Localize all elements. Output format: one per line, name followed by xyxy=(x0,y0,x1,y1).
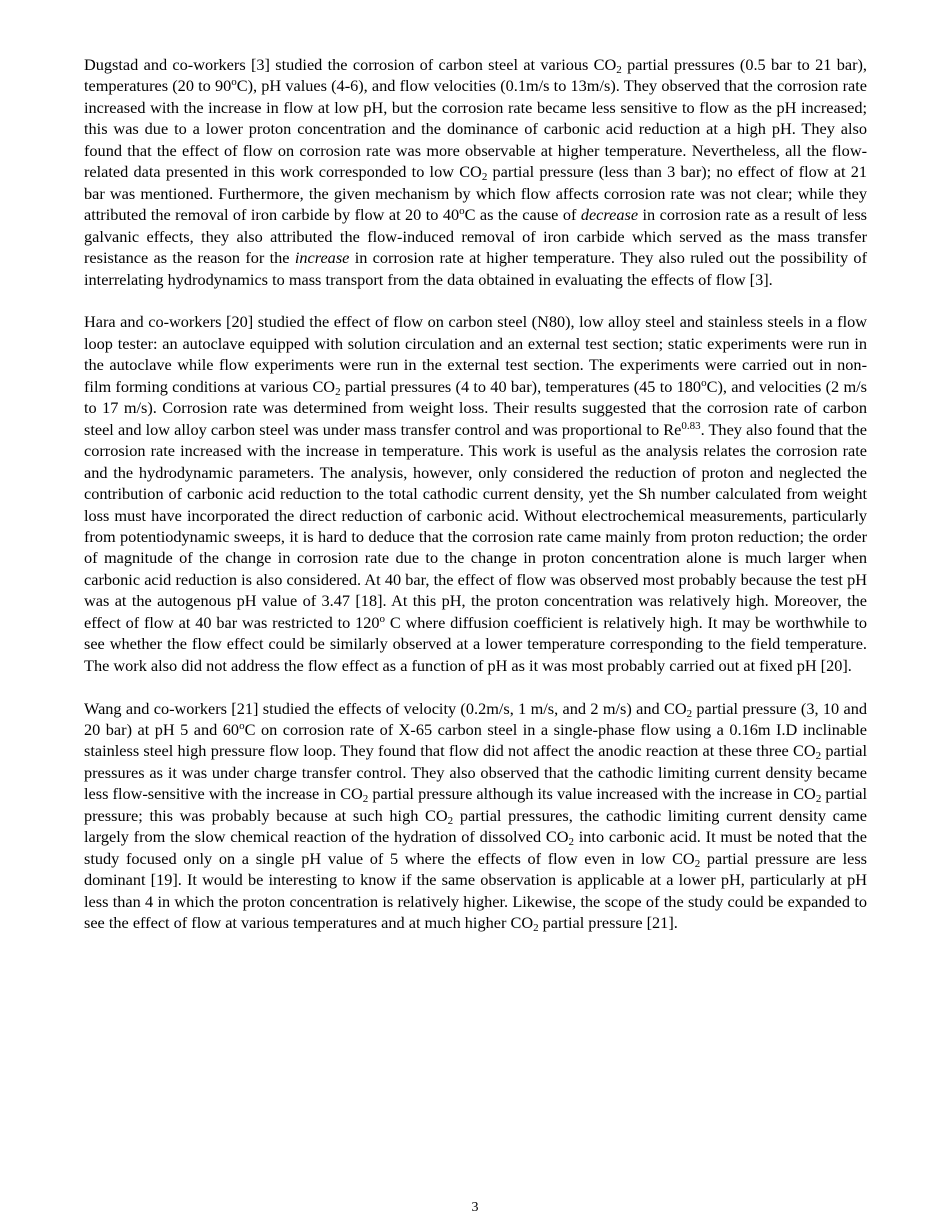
paragraph-dugstad: Dugstad and co-workers [3] studied the corrosion of carbon steel at various $CO_2$ partial pressures (0.5 bar to 21 bar), temperatures (20 to 90$^o$C), pH values (4-6), and flow velocities (0.1m/s to 13m/s). They observed that the corrosion rate increased with the increase in flow at low pH, but the corrosion rate became less sensitive to flow as the pH increased; this was due to a lower proton concentration and the dominance of carbonic acid reduction at a high pH. They also found that the effect of flow on corrosion rate was more observable at higher temperature. Nevertheless, all the flow-related data presented in this work corresponded to low $CO_2$ partial pressure (less than 3 bar); no effect of flow at 21 bar was mentioned. Furthermore, the given mechanism by which flow affects corrosion rate was not clear; while they attributed the removal of iron carbide by flow at 20 to 40$^o$C as the cause of decrease in corrosion rate as a result of less galvanic effects, they also attributed the flow-induced removal of iron carbide which served as the mass transfer resistance as the reason for the increase in corrosion rate at higher temperature. They also ruled out the possibility of interrelating hydrodynamics to mass transport from the data obtained in evaluating the effects of flow [3]. xyxy=(84,55,868,289)
emphasis: increase xyxy=(294,248,350,268)
paragraph-wang: Wang and co-workers [21] studied the effects of velocity (0.2m/s, 1 m/s, and 2 m/s) and $CO_2$ partial pressure (3, 10 and 20 bar) at pH 5 and 60$^o$C on corrosion rate of X-65 carbon steel in a single-phase flow using a 0.16m I.D inclinable stainless steel high pressure flow loop. They found that flow did not affect the anodic reaction at these three $CO_2$ partial pressures as it was under charge transfer control. They also observed that the cathodic limiting current density became less flow-sensitive with the increase in $CO_2$ partial pressure although its value increased with the increase in $CO_2$ partial pressure; this was probably because at such high $CO_2$ partial pressures, the cathodic limiting current density came largely from the slow chemical reaction of the hydration of dissolved $CO_2$ into carbonic acid. It must be noted that the study focused only on a single pH value of 5 where the effects of flow even in low $CO_2$ partial pressure are less dominant [19]. It would be interesting to know if the same observation is applicable at a lower pH, particularly at pH less than 4 in which the proton concentration is relatively higher. Likewise, the scope of the study could be expanded to see the effect of flow at various temperatures and at much higher $CO_2$ partial pressure [21]. xyxy=(84,698,868,935)
subscript: 2 xyxy=(335,385,341,398)
page-number: 3 xyxy=(471,1200,479,1215)
superscript: o xyxy=(379,612,385,625)
subscript: 2 xyxy=(616,64,622,76)
superscript: o xyxy=(701,376,707,389)
subscript: 2 xyxy=(815,793,822,806)
subscript: 2 xyxy=(481,171,488,184)
subscript: 2 xyxy=(686,707,693,720)
superscript: 0.83 xyxy=(681,419,701,432)
subscript: 2 xyxy=(815,750,822,763)
subscript: 2 xyxy=(694,857,701,870)
subscript: 2 xyxy=(568,836,574,849)
superscript: o xyxy=(459,205,465,218)
superscript: o xyxy=(239,720,245,733)
page-body xyxy=(84,54,867,955)
subscript: 2 xyxy=(362,793,369,806)
subscript: 2 xyxy=(533,922,539,935)
subscript: 2 xyxy=(447,814,454,827)
paragraph-hara: Hara and co-workers [20] studied the effect of flow on carbon steel (N80), low alloy steel and stainless steels in a flow loop tester: an autoclave equipped with solution circulation and an external test section; static experiments were run in the autoclave while flow experiments were run in the external test section. The experiments were carried out in non-film forming conditions at various $CO_2$ partial pressures (4 to 40 bar), temperatures (45 to 180$^o$C), and velocities (2 m/s to 17 m/s). Corrosion rate was determined from weight loss. Their results suggested that the corrosion rate of carbon steel and low alloy carbon steel was under mass transfer control and was proportional to $Re^{0.83}$. They also found that the corrosion rate increased with the increase in temperature. This work is useful as the analysis relates the corrosion rate and the hydrodynamic parameters. The analysis, however, only considered the reduction of proton and neglected the contribution of carbonic acid reduction to the total cathodic current density, yet the Sh number calculated from weight loss must have incorporated the direct reduction of carbonic acid. Without electrochemical measurements, particularly from potentiodynamic sweeps, it is hard to deduce that the corrosion rate came mainly from proton reduction; the order of magnitude of the change in corrosion rate due to the change in proton concentration alone is much larger when carbonic acid reduction is also considered. At 40 bar, the effect of flow was observed most probably because the test pH was at the autogenous pH value of 3.47 [18]. At this pH, the proton concentration was relatively high. Moreover, the effect of flow at 40 bar was restricted to 120$^o$ C where diffusion coefficient is relatively high. It may be worthwhile to see whether the flow effect could be similarly observed at a lower temperature corresponding to the field temperature. The work also did not address the flow effect as a function of pH as it was most probably carried out at fixed pH [20]. xyxy=(84,312,867,675)
superscript: o xyxy=(231,76,237,89)
emphasis: decrease xyxy=(580,205,639,225)
